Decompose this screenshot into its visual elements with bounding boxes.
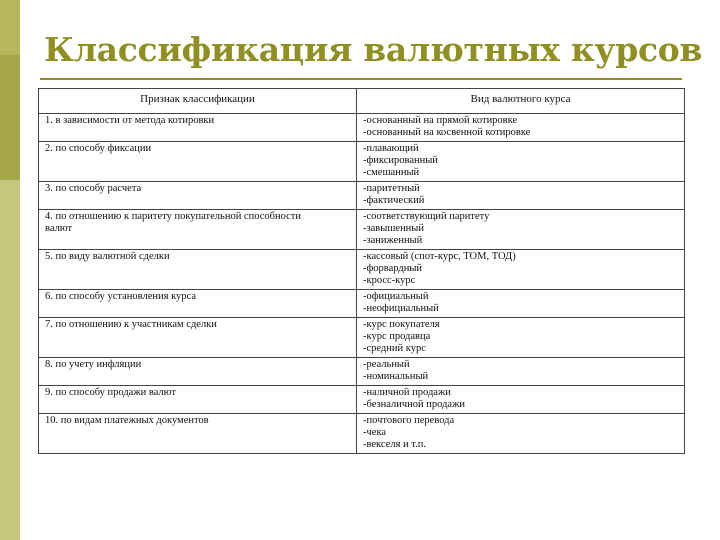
classification-table bbox=[38, 88, 685, 454]
criterion-text: 3. по способу расчета bbox=[45, 183, 142, 194]
type-item: -фиксированный bbox=[363, 155, 438, 166]
table-row bbox=[39, 318, 685, 358]
type-item: -безналичной продажи bbox=[363, 399, 465, 410]
criterion-cell bbox=[39, 386, 357, 414]
table-row bbox=[39, 250, 685, 290]
type-cell bbox=[357, 358, 685, 386]
type-item: -кросс-курс bbox=[363, 275, 416, 286]
type-item: -курс продавца bbox=[363, 331, 431, 342]
left-accent-bar bbox=[0, 0, 20, 540]
type-cell bbox=[357, 318, 685, 358]
criterion-cell bbox=[39, 114, 357, 142]
table-header-row bbox=[39, 89, 685, 114]
type-item: -векселя и т.п. bbox=[363, 439, 426, 450]
criterion-text: 10. по видам платежных документов bbox=[45, 415, 209, 426]
type-item: -средний курс bbox=[363, 343, 426, 354]
table-row bbox=[39, 182, 685, 210]
type-item: -плавающий bbox=[363, 143, 419, 154]
type-item: -заниженный bbox=[363, 235, 423, 246]
accent-bar-segment bbox=[0, 180, 20, 540]
type-item: -основанный на прямой котировке bbox=[363, 115, 518, 126]
type-item: -курс покупателя bbox=[363, 319, 440, 330]
type-cell bbox=[357, 210, 685, 250]
criterion-cell bbox=[39, 358, 357, 386]
type-item: -паритетный bbox=[363, 183, 420, 194]
criterion-text: 1. в зависимости от метода котировки bbox=[45, 115, 215, 126]
type-item: -основанный на косвенной котировке bbox=[363, 127, 531, 138]
type-item: -форвардный bbox=[363, 263, 423, 274]
criterion-text: 6. по способу установления курса bbox=[45, 291, 196, 302]
slide-title: Классификация валютных курсов bbox=[44, 30, 703, 69]
table-row bbox=[39, 358, 685, 386]
table-row bbox=[39, 414, 685, 454]
type-item: -реальный bbox=[363, 359, 410, 370]
accent-bar-segment bbox=[0, 0, 20, 55]
type-cell bbox=[357, 142, 685, 182]
header-criterion: Признак классификации bbox=[39, 89, 357, 114]
type-cell bbox=[357, 290, 685, 318]
criterion-cell bbox=[39, 210, 357, 250]
table-row bbox=[39, 386, 685, 414]
header-type: Вид валютного курса bbox=[357, 89, 685, 114]
accent-bar-segment bbox=[0, 55, 20, 180]
criterion-cell bbox=[39, 414, 357, 454]
type-item: -кассовый (спот-курс, ТОМ, ТОД) bbox=[363, 251, 516, 262]
criterion-text: 4. по отношению к паритету покупательной способности bbox=[45, 211, 301, 222]
criterion-cell bbox=[39, 250, 357, 290]
type-cell bbox=[357, 386, 685, 414]
type-cell bbox=[357, 414, 685, 454]
type-item: -чека bbox=[363, 427, 387, 438]
criterion-text: 7. по отношению к участникам сделки bbox=[45, 319, 217, 330]
criterion-cell bbox=[39, 318, 357, 358]
type-cell bbox=[357, 114, 685, 142]
criterion-text: 8. по учету инфляции bbox=[45, 359, 142, 370]
criterion-text: валют bbox=[45, 223, 73, 234]
table-row bbox=[39, 142, 685, 182]
type-cell bbox=[357, 182, 685, 210]
type-item: -почтового перевода bbox=[363, 415, 455, 426]
table-row bbox=[39, 210, 685, 250]
type-item: -официальный bbox=[363, 291, 429, 302]
criterion-cell bbox=[39, 142, 357, 182]
title-underline bbox=[40, 78, 682, 80]
type-item: -смешанный bbox=[363, 167, 420, 178]
type-item: -номинальный bbox=[363, 371, 429, 382]
table-row bbox=[39, 114, 685, 142]
type-cell bbox=[357, 250, 685, 290]
criterion-text: 9. по способу продажи валют bbox=[45, 387, 176, 398]
criterion-text: 5. по виду валютной сделки bbox=[45, 251, 170, 262]
table-row bbox=[39, 290, 685, 318]
type-item: -соответствующий паритету bbox=[363, 211, 490, 222]
criterion-cell bbox=[39, 182, 357, 210]
type-item: -завышенный bbox=[363, 223, 424, 234]
criterion-cell bbox=[39, 290, 357, 318]
type-item: -наличной продажи bbox=[363, 387, 451, 398]
type-item: -неофициальный bbox=[363, 303, 439, 314]
criterion-text: 2. по способу фиксации bbox=[45, 143, 152, 154]
type-item: -фактический bbox=[363, 195, 425, 206]
